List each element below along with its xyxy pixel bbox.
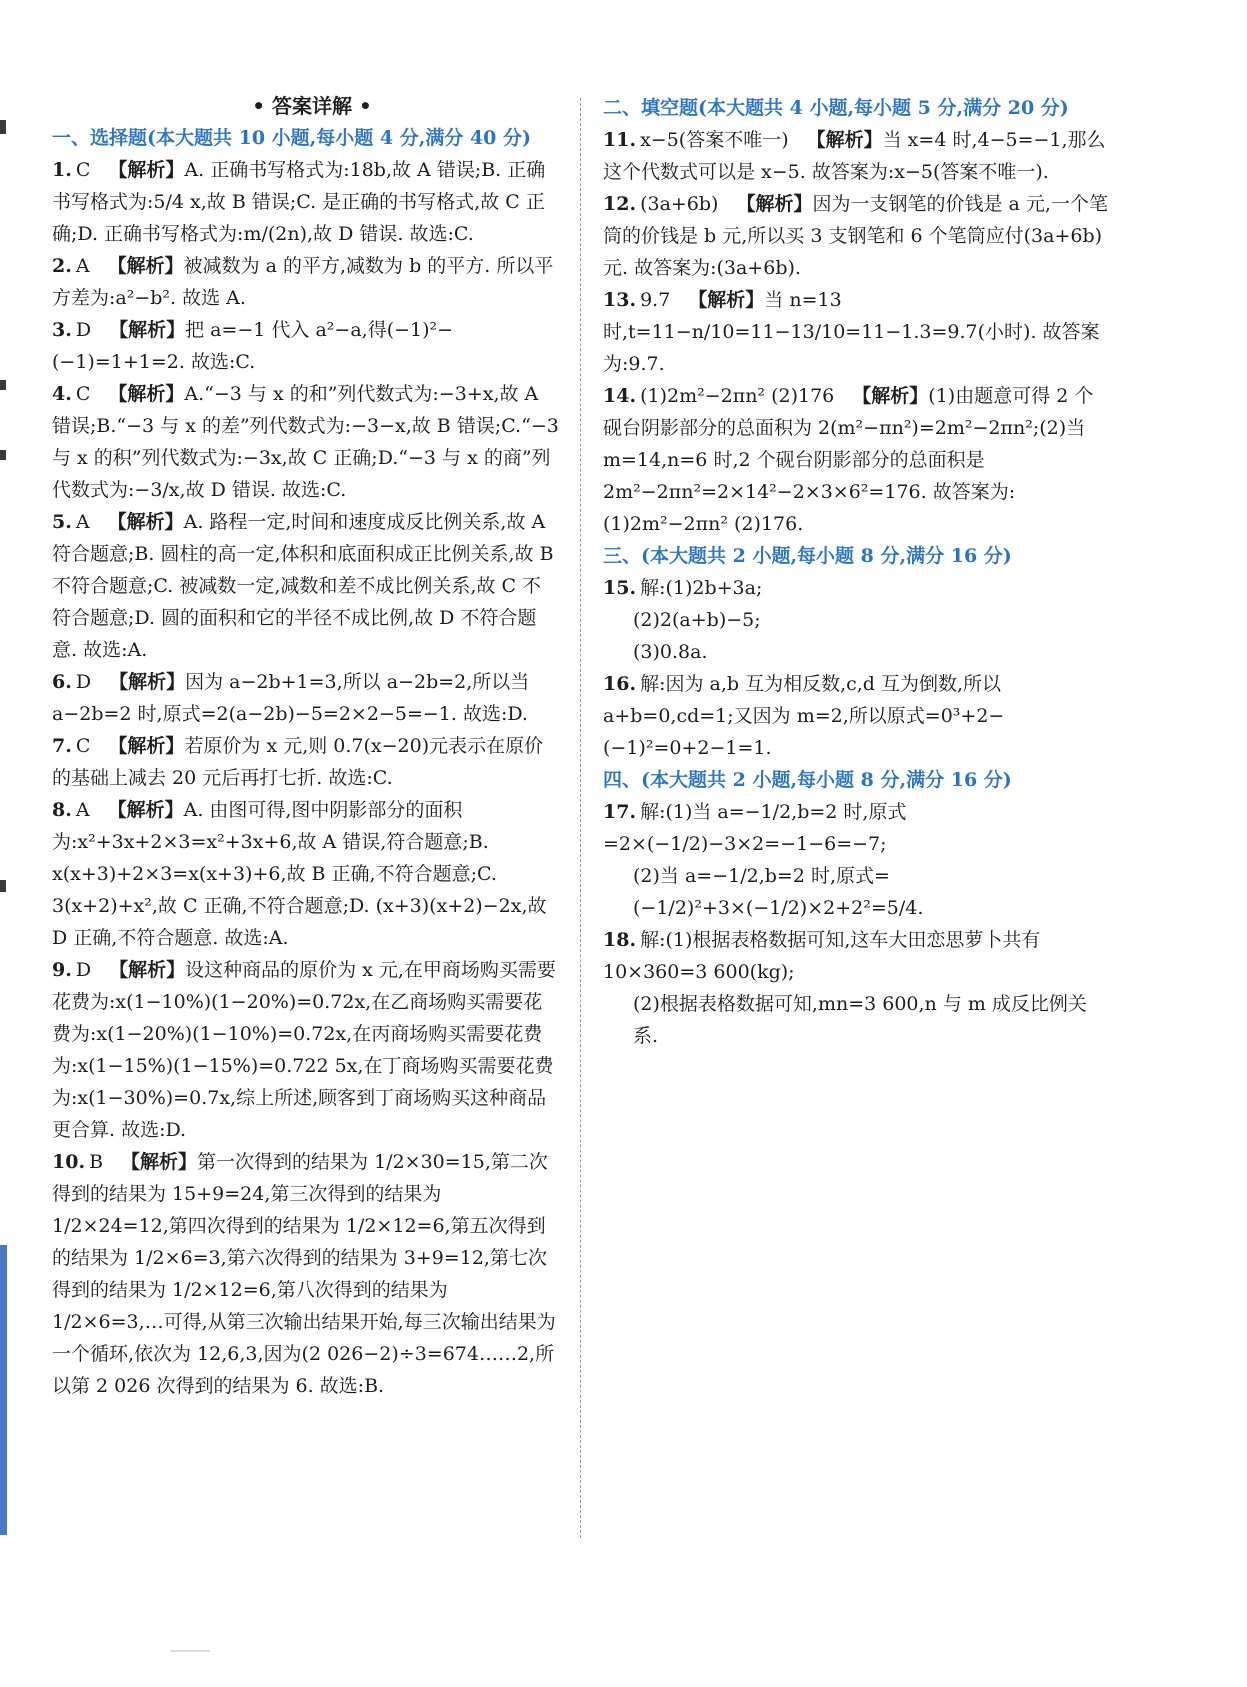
- item-answer: C: [75, 159, 91, 181]
- item-number: 9.: [52, 959, 72, 981]
- item-number: 3.: [52, 319, 72, 341]
- item-answer: 9.7: [640, 289, 671, 311]
- item-answer: x−5(答案不唯一): [640, 129, 789, 151]
- column-divider: [580, 98, 581, 1538]
- item-text: 第一次得到的结果为 1/2×30=15,第二次得到的结果为 15+9=24,第三次得到的结果为 1/2×24=12,第四次得到的结果为 1/2×12=6,第五次得到的结果为 1/2×6=3,第六次得到的结果为 3+9=12,第七次得到的结果为 1/2×12=6,第八次得到的结果为 1/2×6=3,…可得,从第三次输出结果开始,每三次输出结果为一个循环,依次为 12,6,3,因为(2 026−2)÷3=674……2,所以第 2 026 次得到的结果为 6. 故选:B.: [52, 1151, 556, 1397]
- item-number: 7.: [52, 735, 72, 757]
- item-answer: (1)2m²−2πn² (2)176: [640, 385, 835, 407]
- item-text: (1)由题意可得 2 个砚台阴影部分的总面积为 2(m²−πn²)=2m²−2πn²;(2)当 m=14,n=6 时,2 个砚台阴影部分的总面积是 2m²−2πn²=2×14²−2×3×6²=176. 故答案为:(1)2m²−2πn² (2)176.: [603, 385, 1094, 535]
- margin-mark: [0, 880, 6, 892]
- answer-item-13: [603, 284, 1108, 380]
- margin-mark: [0, 380, 6, 390]
- page-title: • 答案详解 •: [252, 94, 372, 118]
- analysis-tag: 【解析】: [107, 511, 184, 533]
- section-heading-four: 四、(本大题共 2 小题,每小题 8 分,满分 16 分): [603, 769, 1012, 791]
- margin-mark: [0, 120, 6, 134]
- section-heading-choice: 一、选择题(本大题共 10 小题,每小题 4 分,满分 40 分): [52, 127, 531, 149]
- analysis-tag: 【解析】: [109, 319, 186, 341]
- answer-item-5: [52, 506, 560, 666]
- item-line: 解:(1)根据表格数据可知,这车大田恋思萝卜共有 10×360=3 600(kg);: [603, 929, 1041, 983]
- analysis-tag: 【解析】: [109, 959, 186, 981]
- section-heading-fill: 二、填空题(本大题共 4 小题,每小题 5 分,满分 20 分): [603, 97, 1069, 119]
- item-answer: A: [75, 799, 90, 821]
- answer-item-3: [52, 314, 560, 378]
- item-answer: A: [75, 511, 90, 533]
- item-number: 14.: [603, 385, 637, 407]
- item-text: 因为一支钢笔的价钱是 a 元,一个笔筒的价钱是 b 元,所以买 3 支钢笔和 6 个笔筒应付(3a+6b)元. 故答案为:(3a+6b).: [603, 193, 1108, 279]
- answer-item-15: [603, 572, 1108, 668]
- analysis-tag: 【解析】: [688, 289, 765, 311]
- answer-item-6: [52, 666, 560, 730]
- right-column: [603, 92, 1108, 1052]
- item-number: 1.: [52, 159, 72, 181]
- item-line: (2)2(a+b)−5;: [633, 609, 761, 631]
- item-number: 2.: [52, 255, 72, 277]
- item-number: 4.: [52, 383, 72, 405]
- item-text: A. 由图可得,图中阴影部分的面积为:x²+3x+2×3=x²+3x+6,故 A 错误,符合题意;B. x(x+3)+2×3=x(x+3)+6,故 B 正确,不符合题意;C. 3(x+2)+x²,故 C 正确,不符合题意;D. (x+3)(x+2)−2x,故 D 正确,不符合题意. 故选:A.: [52, 799, 547, 949]
- answer-item-11: [603, 124, 1108, 188]
- answer-item-18: [603, 924, 1108, 1052]
- margin-color-band: [0, 1245, 7, 1535]
- answer-item-7: [52, 730, 560, 794]
- answer-item-17: [603, 796, 1108, 924]
- answer-item-12: [603, 188, 1108, 284]
- analysis-tag: 【解析】: [107, 799, 184, 821]
- answer-item-1: [52, 154, 560, 250]
- item-text: A.“−3 与 x 的和”列代数式为:−3+x,故 A 错误;B.“−3 与 x 的差”列代数式为:−3−x,故 B 错误;C.“−3 与 x 的积”列代数式为:−3x,故 C 正确;D.“−3 与 x 的商”列代数式为:−3/x,故 D 错误. 故选:C.: [52, 383, 559, 501]
- answer-item-2: [52, 250, 560, 314]
- item-number: 16.: [603, 673, 637, 695]
- item-number: 13.: [603, 289, 637, 311]
- item-answer: A: [75, 255, 90, 277]
- item-number: 8.: [52, 799, 72, 821]
- item-answer: D: [75, 959, 92, 981]
- analysis-tag: 【解析】: [108, 735, 185, 757]
- item-number: 12.: [603, 193, 637, 215]
- analysis-tag: 【解析】: [109, 671, 186, 693]
- item-text: A. 路程一定,时间和速度成反比例关系,故 A 符合题意;B. 圆柱的高一定,体积和底面积成正比例关系,故 B 不符合题意;C. 被减数一定,减数和差不成比例关系,故 C 不符合题意;D. 圆的面积和它的半径不成比例,故 D 不符合题意. 故选:A.: [52, 511, 554, 661]
- section-heading-three: 三、(本大题共 2 小题,每小题 8 分,满分 16 分): [603, 545, 1012, 567]
- margin-mark: [0, 450, 6, 460]
- item-text: 把 a=−1 代入 a²−a,得(−1)²−(−1)=1+1=2. 故选:C.: [52, 319, 454, 373]
- item-answer: C: [75, 735, 91, 757]
- answer-item-4: [52, 378, 560, 506]
- item-text: 当 n=13 时,t=11−n/10=11−13/10=11−1.3=9.7(小时). 故答案为:9.7.: [603, 289, 1100, 375]
- item-answer: C: [75, 383, 91, 405]
- item-text: 解:因为 a,b 互为相反数,c,d 互为倒数,所以 a+b=0,cd=1;又因为 m=2,所以原式=0³+2−(−1)²=0+2−1=1.: [603, 673, 1005, 759]
- analysis-tag: 【解析】: [108, 383, 185, 405]
- item-answer: D: [75, 671, 92, 693]
- item-text: 因为 a−2b+1=3,所以 a−2b=2,所以当 a−2b=2 时,原式=2(a−2b)−5=2×2−5=−1. 故选:D.: [52, 671, 530, 725]
- analysis-tag: 【解析】: [852, 385, 929, 407]
- item-number: 11.: [603, 129, 637, 151]
- item-text: 当 x=4 时,4−5=−1,那么这个代数式可以是 x−5. 故答案为:x−5(答案不唯一).: [603, 129, 1106, 183]
- item-text: 设这种商品的原价为 x 元,在甲商场购买需要花费为:x(1−10%)(1−20%)=0.72x,在乙商场购买需要花费为:x(1−20%)(1−10%)=0.72x,在丙商场购买需要花费为:x(1−15%)(1−15%)=0.722 5x,在丁商场购买需要花费为:x(1−30%)=0.7x,综上所述,顾客到丁商场购买这种商品更合算. 故选:D.: [52, 959, 556, 1141]
- item-text: 若原价为 x 元,则 0.7(x−20)元表示在原价的基础上减去 20 元后再打七折. 故选:C.: [52, 735, 544, 789]
- item-text: 被减数为 a 的平方,减数为 b 的平方. 所以平方差为:a²−b². 故选 A.: [52, 255, 554, 309]
- item-line: 解:(1)2b+3a;: [640, 577, 763, 599]
- analysis-tag: 【解析】: [108, 159, 185, 181]
- page-bottom-mark: [170, 1650, 210, 1652]
- analysis-tag: 【解析】: [121, 1151, 198, 1173]
- item-line: 解:(1)当 a=−1/2,b=2 时,原式=2×(−1/2)−3×2=−1−6=−7;: [603, 801, 907, 855]
- item-line: (3)0.8a.: [633, 641, 708, 663]
- item-line: (2)根据表格数据可知,mn=3 600,n 与 m 成反比例关系.: [633, 993, 1087, 1047]
- analysis-tag: 【解析】: [806, 129, 883, 151]
- item-answer: (3a+6b): [640, 193, 719, 215]
- answer-item-8: [52, 794, 560, 954]
- answer-item-14: [603, 380, 1108, 540]
- item-number: 5.: [52, 511, 72, 533]
- item-number: 17.: [603, 801, 637, 823]
- answer-item-9: [52, 954, 560, 1146]
- item-number: 15.: [603, 577, 637, 599]
- item-answer: D: [75, 319, 92, 341]
- answer-item-16: [603, 668, 1108, 764]
- item-number: 10.: [52, 1151, 86, 1173]
- answer-item-10: [52, 1146, 560, 1402]
- item-answer: B: [89, 1151, 104, 1173]
- left-column: [52, 92, 560, 1402]
- analysis-tag: 【解析】: [107, 255, 184, 277]
- analysis-tag: 【解析】: [736, 193, 813, 215]
- item-line: (2)当 a=−1/2,b=2 时,原式=(−1/2)²+3×(−1/2)×2+2²=5/4.: [633, 865, 924, 919]
- item-number: 6.: [52, 671, 72, 693]
- item-number: 18.: [603, 929, 637, 951]
- item-text: A. 正确书写格式为:18b,故 A 错误;B. 正确书写格式为:5/4 x,故 B 错误;C. 是正确的书写格式,故 C 正确;D. 正确书写格式为:m/(2n),故 D 错误. 故选:C.: [52, 159, 546, 245]
